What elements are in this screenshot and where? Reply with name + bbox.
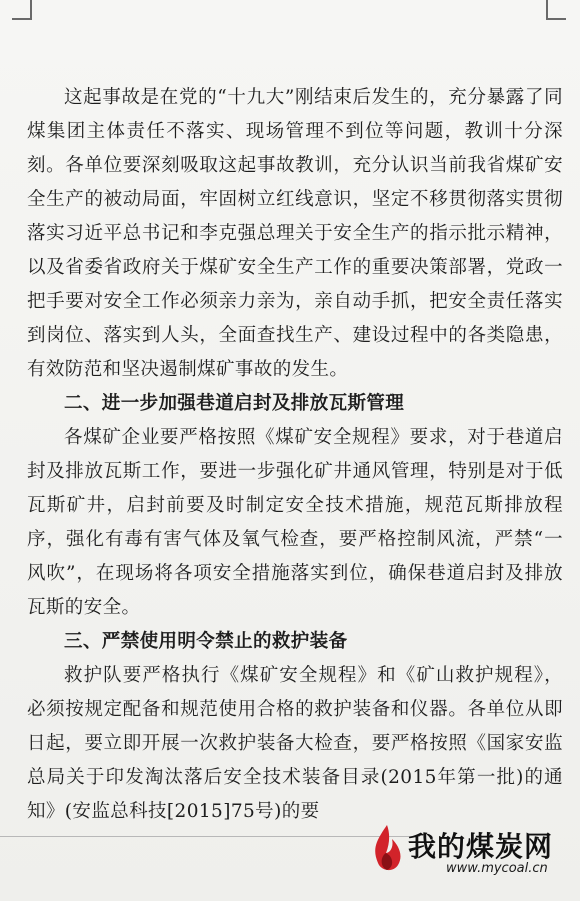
flame-logo-icon <box>368 823 406 877</box>
scan-fold-line <box>0 836 420 837</box>
crop-mark-left <box>12 0 32 20</box>
watermark-title: 我的煤炭网 <box>408 830 554 863</box>
paragraph-rescue-equipment: 救护队要严格执行《煤矿安全规程》和《矿山救护规程》，必须按规定配备和规范使用合格的救护装备和仪器。各单位从即日起，要立即开展一次救护装备大检查，要严格按照《国家安监总局关于印发淘汰落后安全技术装备目录(2015年第一批)的通知》(安监总科技[2015]75号)的要 <box>27 665 563 822</box>
section-heading-2: 二、进一步加强巷道启封及排放瓦斯管理 <box>64 393 405 414</box>
document-body <box>27 81 563 829</box>
watermark-url: www.mycoal.cn <box>446 861 548 876</box>
section-heading-3: 三、严禁使用明令禁止的救护装备 <box>64 631 348 652</box>
paragraph-gas-management: 各煤矿企业要严格按照《煤矿安全规程》要求，对于巷道启封及排放瓦斯工作，要进一步强化矿井通风管理，特别是对于低瓦斯矿井，启封前要及时制定安全技术措施，规范瓦斯排放程序，强化有毒有害气体及氧气检查，要严格控制风流，严禁“一风吹”，在现场将各项安全措施落实到位，确保巷道启封及排放瓦斯的安全。 <box>27 427 563 618</box>
paragraph-accident-lesson: 这起事故是在党的“十九大”刚结束后发生的，充分暴露了同煤集团主体责任不落实、现场管理不到位等问题，教训十分深刻。各单位要深刻吸取这起事故教训，充分认识当前我省煤矿安全生产的被动局面，牢固树立红线意识，坚定不移贯彻落实贯彻落实习近平总书记和李克强总理关于安全生产的指示批示精神，以及省委省政府关于煤矿安全生产工作的重要决策部署，党政一把手要对安全工作必须亲力亲为，亲自动手抓，把安全责任落实到岗位、落实到人头，全面查找生产、建设过程中的各类隐患，有效防范和坚决遏制煤矿事故的发生。 <box>27 87 563 380</box>
crop-mark-right <box>546 0 566 20</box>
site-watermark <box>364 819 574 883</box>
